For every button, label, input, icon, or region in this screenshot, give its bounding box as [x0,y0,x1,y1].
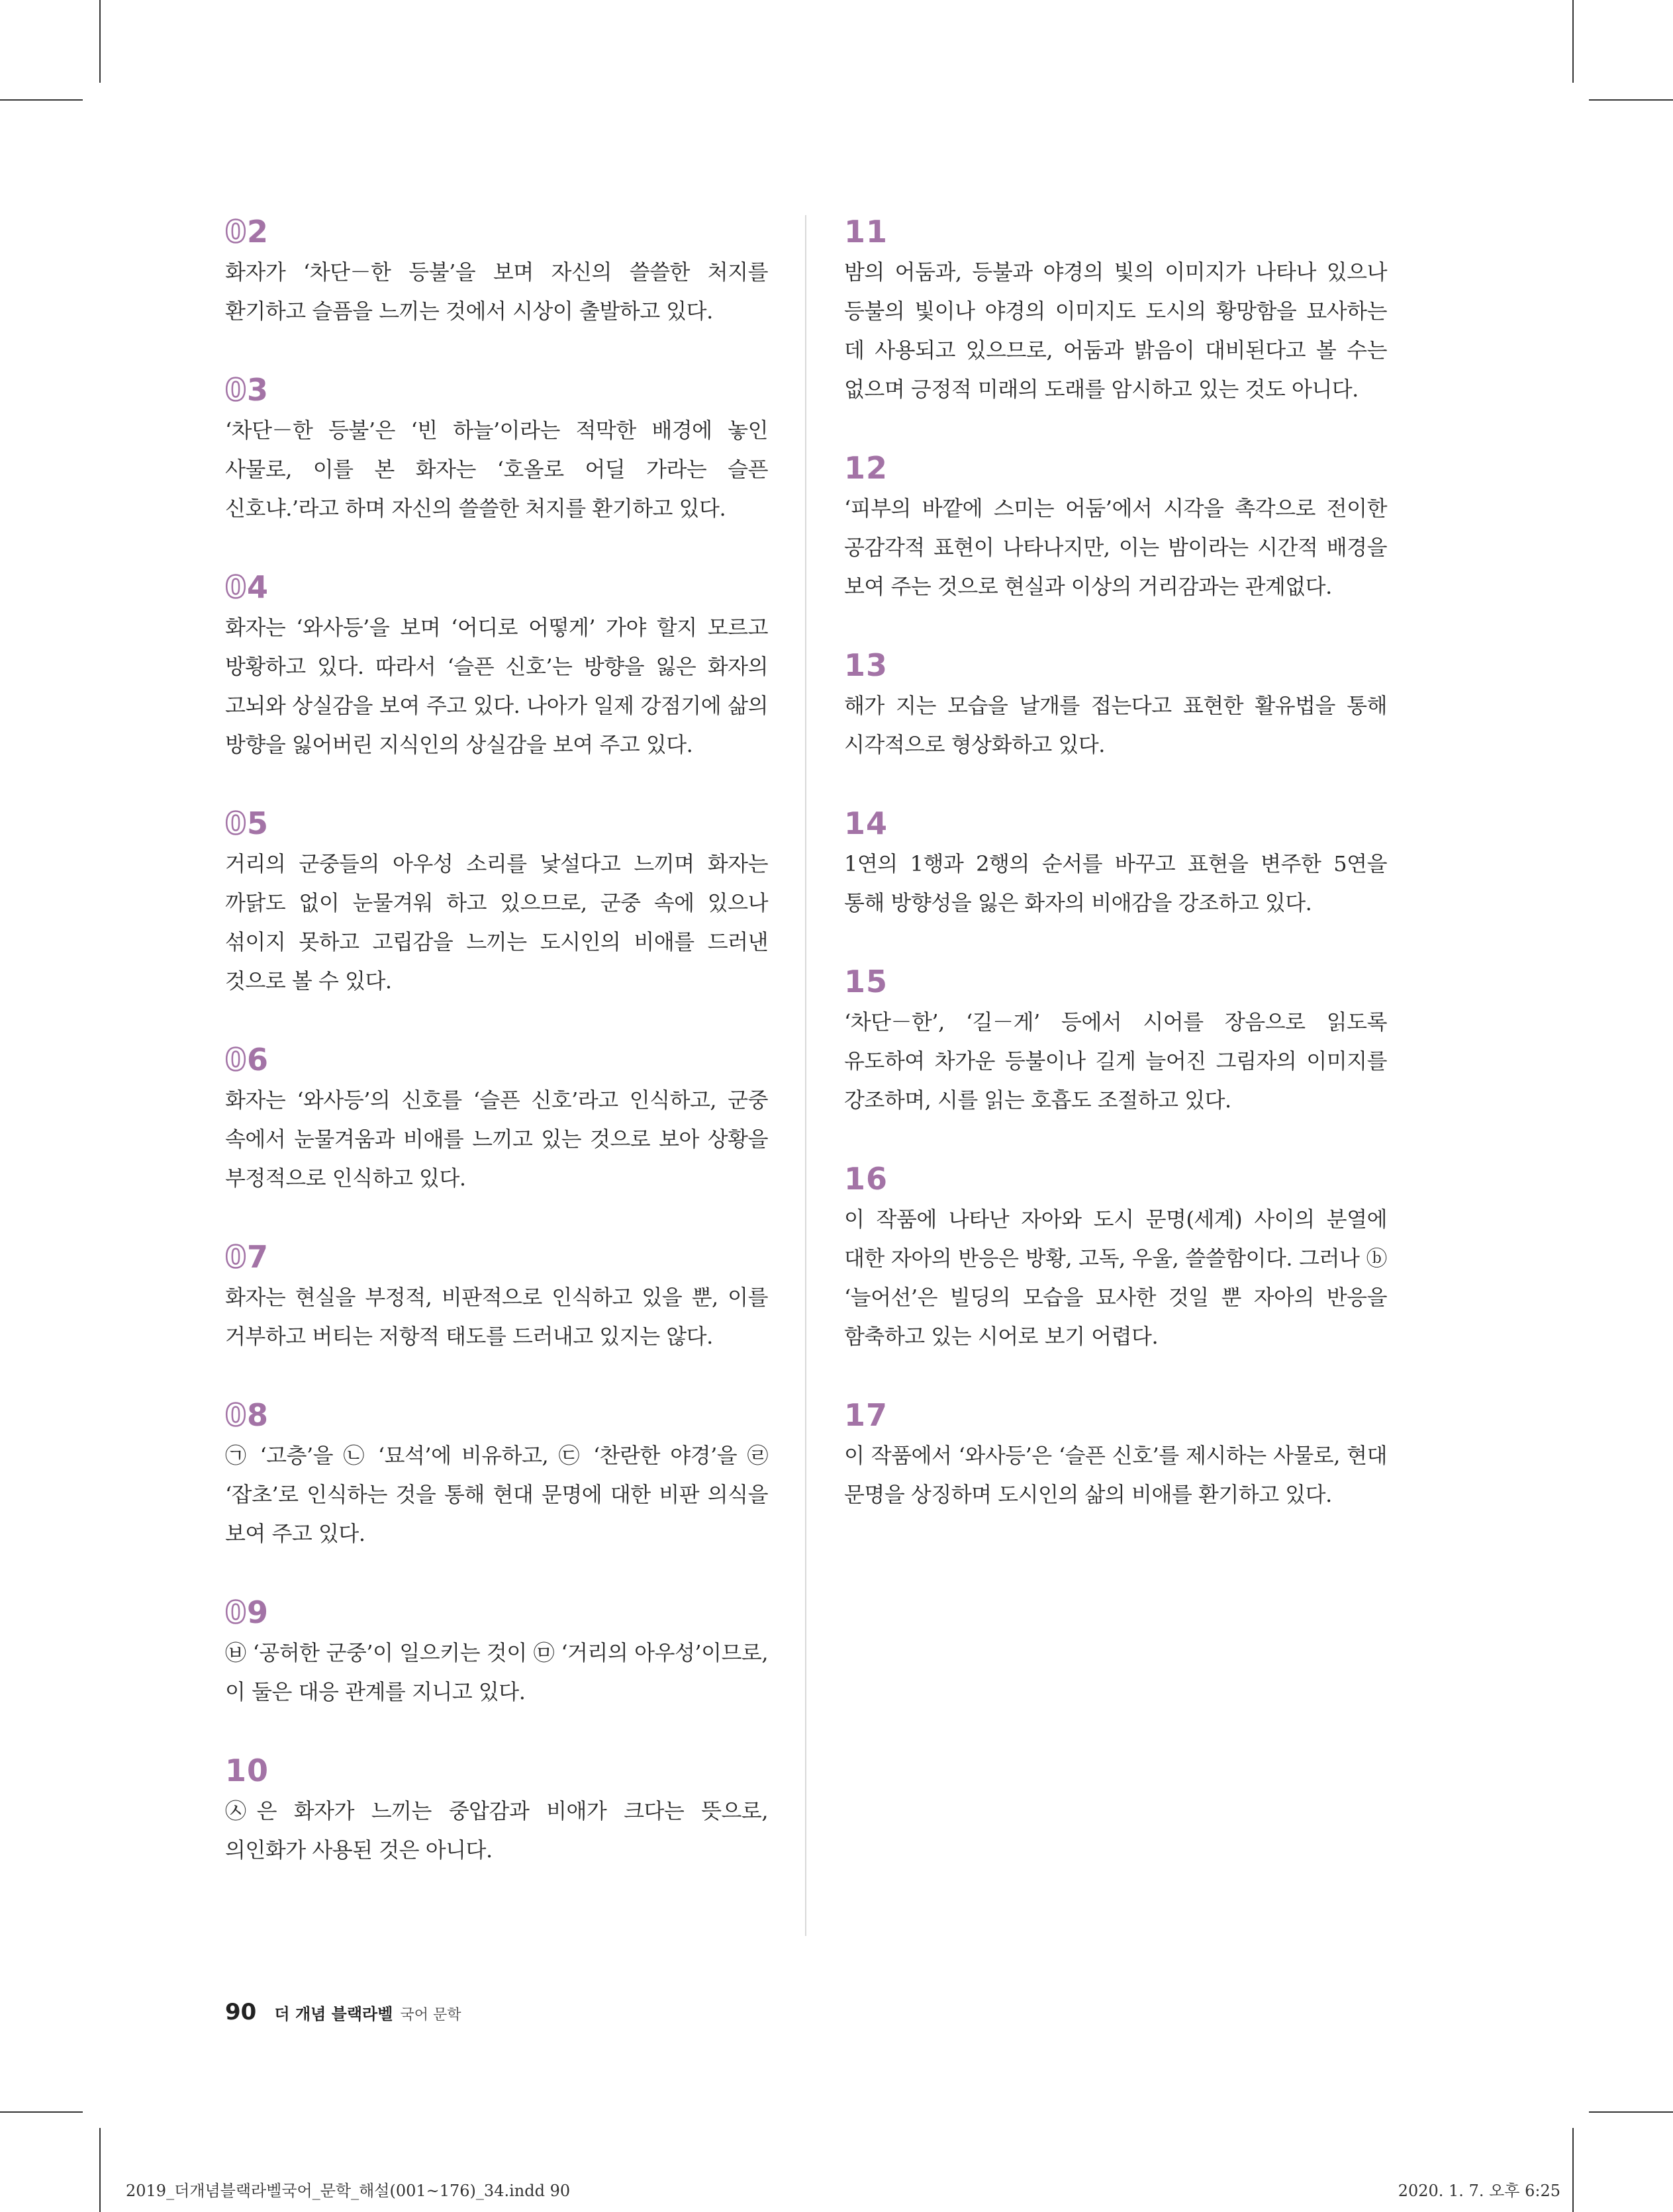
crop-mark [1589,99,1673,101]
item-text: ‘차단－한 등불’은 ‘빈 하늘’이라는 적막한 배경에 놓인 사물로, 이를 본 화자는 ‘호올로 어딜 가라는 슬픈 신호냐.’라고 하며 자신의 쓸쓸한 처지를 환기하고 있다. [225,418,768,521]
item-text: ㉦은 화자가 느끼는 중압감과 비애가 크다는 뜻으로, 의인화가 사용된 것은 아니다. [225,1798,768,1863]
crop-mark [0,99,83,101]
crop-mark [1572,0,1574,83]
item-text: 이 작품에서 ‘와사등’은 ‘슬픈 신호’를 제시하는 사물로, 현대 문명을 상징하며 도시인의 삶의 비애를 환기하고 있다. [844,1443,1387,1507]
item-text: 밤의 어둠과, 등불과 야경의 빛의 이미지가 나타나 있으나 등불의 빛이나 야경의 이미지도 도시의 황망함을 묘사하는 데 사용되고 있으므로, 어둠과 밝음이 대비된다고 볼 수는 없으며 긍정적 미래의 도래를 암시하고 있는 것도 아니다. [844,259,1387,402]
answer-item [225,804,768,1001]
column-divider [805,215,806,1936]
item-number: 08 [225,1397,269,1433]
item-number: 12 [844,450,888,486]
item-text: 화자는 현실을 부정적, 비판적으로 인식하고 있을 뿐, 이를 거부하고 버티는 저항적 태도를 드러내고 있지는 않다. [225,1285,768,1349]
crop-mark [99,2128,101,2212]
item-number: 02 [225,214,269,250]
item-number: 03 [225,372,269,408]
right-column [844,212,1387,1514]
item-text: 화자는 ‘와사등’을 보며 ‘어디로 어떻게’ 가야 할지 모르고 방황하고 있다. 따라서 ‘슬픈 신호’는 방향을 잃은 화자의 고뇌와 상실감을 보여 주고 있다. 나아가 일제 강점기에 삶의 방향을 잃어버린 지식인의 상실감을 보여 주고 있다. [225,615,768,757]
answer-item [844,645,1387,764]
item-number: 07 [225,1239,269,1275]
answer-item [225,1592,768,1712]
answer-item [225,1751,768,1870]
crop-mark [0,2111,83,2113]
item-number: 11 [844,214,888,250]
page-number: 90 [225,1999,257,2025]
item-number: 14 [844,806,888,841]
crop-mark [99,0,101,83]
item-number: 06 [225,1042,269,1078]
item-text: 거리의 군중들의 아우성 소리를 낯설다고 느끼며 화자는 까닭도 없이 눈물겨워 하고 있으므로, 군중 속에 있으나 섞이지 못하고 고립감을 느끼는 도시인의 비애를 드러낸 것으로 볼 수 있다. [225,851,768,993]
crop-mark [1572,2128,1574,2212]
item-number: 10 [225,1753,269,1788]
answer-item [844,1395,1387,1514]
item-text: ‘피부의 바깥에 스미는 어둠’에서 시각을 촉각으로 전이한 공감각적 표현이 나타나지만, 이는 밤이라는 시간적 배경을 보여 주는 것으로 현실과 이상의 거리감과는 관계없다. [844,496,1387,599]
item-number: 17 [844,1397,888,1433]
item-text: 해가 지는 모습을 날개를 접는다고 표현한 활유법을 통해 시각적으로 형상화하고 있다. [844,693,1387,757]
item-number: 04 [225,569,269,605]
print-slug-file: 2019_더개념블랙라벨국어_문학_해설(001~176)_34.indd 90 [126,2182,571,2200]
item-number: 13 [844,647,888,683]
print-slug-timestamp: 2020. 1. 7. 오후 6:25 [1398,2182,1560,2200]
item-text: ㉠ ‘고층’을 ㉡ ‘묘석’에 비유하고, ㉢ ‘찬란한 야경’을 ㉣ ‘잡초’로 인식하는 것을 통해 현대 문명에 대한 비판 의식을 보여 주고 있다. [225,1443,768,1546]
answer-item [844,1159,1387,1356]
item-number: 15 [844,964,888,999]
crop-mark [1589,2111,1673,2113]
answer-item [225,1040,768,1198]
answer-item [844,804,1387,923]
answer-item [225,370,768,528]
left-column [225,212,768,1870]
answer-item [225,1237,768,1356]
answer-item [844,448,1387,606]
item-text: ‘차단－한’, ‘길－게’ 등에서 시어를 장음으로 읽도록 유도하여 차가운 등불이나 길게 늘어진 그림자의 이미지를 강조하며, 시를 읽는 호흡도 조절하고 있다. [844,1009,1387,1113]
answer-item [225,1395,768,1553]
item-text: 1연의 1행과 2행의 순서를 바꾸고 표현을 변주한 5연을 통해 방향성을 잃은 화자의 비애감을 강조하고 있다. [844,851,1387,915]
answer-item [225,567,768,764]
book-title: 더 개념 블랙라벨 [274,2005,393,2023]
item-text: 화자는 ‘와사등’의 신호를 ‘슬픈 신호’라고 인식하고, 군중 속에서 눈물겨움과 비애를 느끼고 있는 것으로 보아 상황을 부정적으로 인식하고 있다. [225,1087,768,1191]
item-number: 16 [844,1161,888,1197]
page-footer [225,1999,461,2025]
item-number: 09 [225,1594,269,1630]
book-subject: 국어 문학 [400,2007,461,2023]
item-number: 05 [225,806,269,841]
answer-item [844,962,1387,1120]
answer-item [844,212,1387,409]
answer-item [225,212,768,331]
item-text: 화자가 ‘차단－한 등불’을 보며 자신의 쓸쓸한 처지를 환기하고 슬픔을 느끼는 것에서 시상이 출발하고 있다. [225,259,768,324]
item-text: ㉥ ‘공허한 군중’이 일으키는 것이 ㉤ ‘거리의 아우성’이므로, 이 둘은 대응 관계를 지니고 있다. [225,1640,768,1704]
item-text: 이 작품에 나타난 자아와 도시 문명(세계) 사이의 분열에 대한 자아의 반응은 방황, 고독, 우울, 쓸쓸함이다. 그러나 ⓑ ‘늘어선’은 빌딩의 모습을 묘사한 것일 뿐 자아의 반응을 함축하고 있는 시어로 보기 어렵다. [844,1207,1387,1349]
